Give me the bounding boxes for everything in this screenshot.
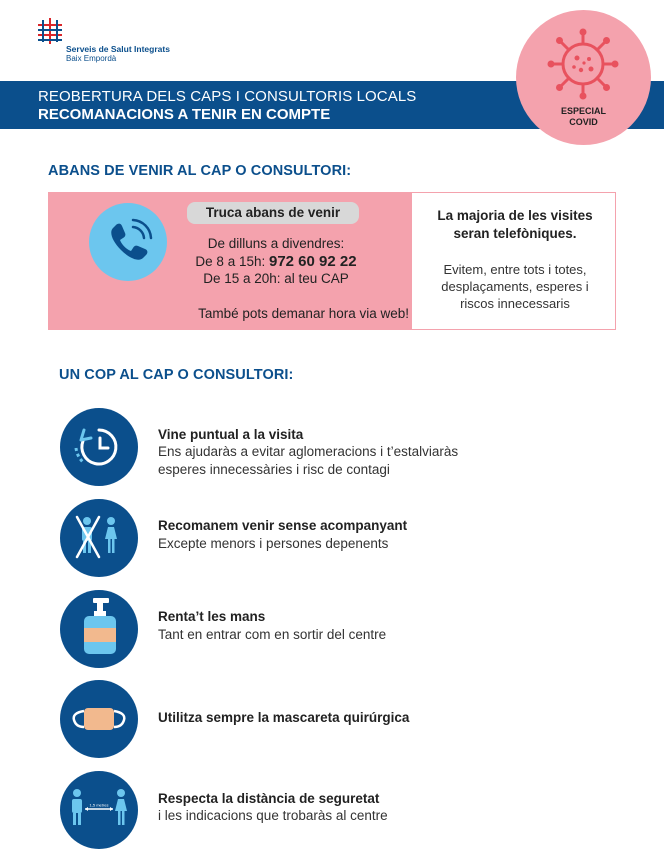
logo-mark-icon xyxy=(38,18,62,44)
tip-title-mask: Utilitza sempre la mascareta quirúrgica xyxy=(158,710,410,725)
tip-title-punctual: Vine puntual a la visita xyxy=(158,427,304,442)
hours-label: De 8 a 15h: xyxy=(195,254,269,269)
remote-visits-box xyxy=(412,193,615,329)
opening-hours-cap: De 15 a 20h: al teu CAP xyxy=(203,271,349,286)
tip-text-punctual-line-1: Ens ajudaràs a evitar aglomeracions i t’estalviaràs xyxy=(158,444,459,459)
avoid-line-3: riscos innecessaris xyxy=(460,296,570,311)
tip-title-no-companion: Recomanem venir sense acompanyant xyxy=(158,518,408,533)
tip-text-punctual-line-2: esperes innecessàries i risc de contagi xyxy=(158,462,390,477)
logo-region: Baix Empordà xyxy=(66,54,117,63)
section-heading-before: ABANS DE VENIR AL CAP O CONSULTORI: xyxy=(48,163,352,179)
avoid-trips-text xyxy=(417,261,613,312)
avoid-line-1: Evitem, entre tots i totes, xyxy=(443,262,587,277)
face-mask-icon xyxy=(60,680,138,758)
covid-badge xyxy=(516,10,651,145)
tip-text-punctual xyxy=(158,443,458,479)
distance-label: 1,5 metres xyxy=(89,802,109,808)
banner-title: REOBERTURA DELS CAPS I CONSULTORIS LOCALS xyxy=(38,88,417,105)
phone-icon xyxy=(89,203,167,281)
phone-number: 972 60 92 22 xyxy=(268,253,357,270)
tip-title-wash-hands: Renta’t les mans xyxy=(158,609,266,624)
opening-days: De dilluns a divendres: xyxy=(207,236,345,251)
brand-logo xyxy=(38,18,188,66)
tip-text-distance: i les indicacions que trobaràs al centre xyxy=(158,808,388,823)
remote-line-2: seran telefòniques. xyxy=(453,226,577,241)
call-first-label: Truca abans de venir xyxy=(187,202,359,224)
hand-sanitizer-icon xyxy=(60,590,138,668)
remote-line-1: La majoria de les visites xyxy=(437,208,593,223)
call-instructions-box xyxy=(49,193,412,329)
tip-text-wash-hands: Tant en entrar com en sortir del centre xyxy=(158,627,387,642)
social-distance-icon xyxy=(60,771,138,849)
logo-name: Serveis de Salut Integrats xyxy=(66,44,170,54)
virus-icon xyxy=(547,28,619,100)
call-info-panel xyxy=(48,192,616,330)
avoid-line-2: desplaçaments, esperes i xyxy=(441,279,589,294)
banner-subtitle: RECOMANACIONS A TENIR EN COMPTE xyxy=(38,106,331,123)
no-companion-icon xyxy=(60,499,138,577)
web-appointment-note: També pots demanar hora via web! xyxy=(198,306,409,321)
remote-visits-statement xyxy=(417,207,613,243)
tip-text-no-companion: Excepte menors i persones depenents xyxy=(158,536,389,551)
clock-icon xyxy=(60,408,138,486)
tip-title-distance: Respecta la distància de seguretat xyxy=(158,791,380,806)
badge-label-covid: COVID xyxy=(569,117,598,127)
section-heading-at-center: UN COP AL CAP O CONSULTORI: xyxy=(59,367,294,383)
badge-label-especial: ESPECIAL xyxy=(560,106,606,116)
opening-hours-phone xyxy=(171,253,381,270)
